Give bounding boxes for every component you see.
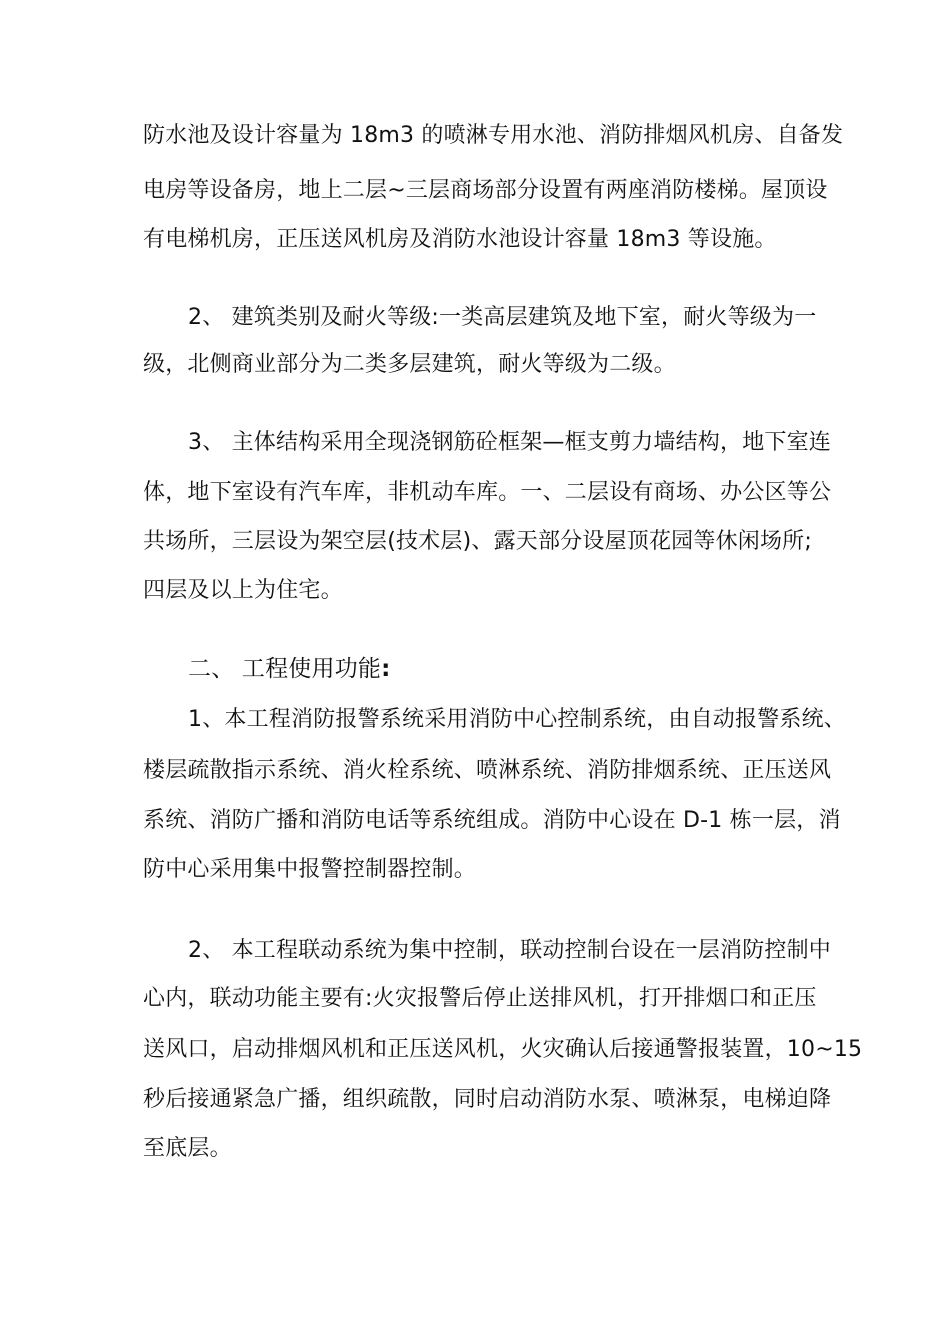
section-heading-colon: : bbox=[381, 656, 391, 682]
paragraph-5-line-1: 2、 本工程联动系统为集中控制，联动控制台设在一层消防控制中 bbox=[188, 938, 831, 963]
paragraph-4-line-4: 防中心采用集中报警控制器控制。 bbox=[143, 857, 477, 882]
paragraph-5-line-3: 送风口，启动排烟风机和正压送风机，火灾确认后接通警报装置，10~15 bbox=[143, 1037, 863, 1062]
paragraph-3-line-3: 共场所，三层设为架空层(技术层)、露天部分设屋顶花园等休闲场所; bbox=[143, 529, 812, 554]
paragraph-4-line-1: 1、本工程消防报警系统采用消防中心控制系统，由自动报警系统、 bbox=[188, 707, 846, 732]
paragraph-2-line-2: 级，北侧商业部分为二类多层建筑，耐火等级为二级。 bbox=[143, 352, 676, 377]
paragraph-5-line-4: 秒后接通紧急广播，组织疏散，同时启动消防水泵、喷淋泵，电梯迫降 bbox=[143, 1087, 832, 1112]
paragraph-3-line-2: 体，地下室设有汽车库，非机动车库。一、二层设有商场、办公区等公 bbox=[143, 480, 832, 505]
paragraph-4-line-2: 楼层疏散指示系统、消火栓系统、喷淋系统、消防排烟系统、正压送风 bbox=[143, 758, 832, 783]
section-heading-text: 二、 工程使用功能 bbox=[188, 656, 382, 682]
paragraph-1-line-1: 防水池及设计容量为 18m3 的喷淋专用水池、消防排烟风机房、自备发 bbox=[143, 123, 844, 148]
paragraph-1-line-3: 有电梯机房，正压送风机房及消防水池设计容量 18m3 等设施。 bbox=[143, 227, 777, 252]
paragraph-5-line-2: 心内，联动功能主要有:火灾报警后停止送排风机，打开排烟口和正压 bbox=[143, 986, 817, 1011]
section-heading bbox=[188, 654, 813, 684]
paragraph-4-line-3: 系统、消防广播和消防电话等系统组成。消防中心设在 D-1 栋一层，消 bbox=[143, 808, 841, 833]
paragraph-3-line-1: 3、 主体结构采用全现浇钢筋砼框架—框支剪力墙结构，地下室连 bbox=[188, 430, 831, 455]
paragraph-1-line-2: 电房等设备房，地上二层~三层商场部分设置有两座消防楼梯。屋顶设 bbox=[143, 178, 828, 203]
paragraph-2-line-1: 2、 建筑类别及耐火等级:一类高层建筑及地下室，耐火等级为一 bbox=[188, 305, 817, 330]
paragraph-5-line-5: 至底层。 bbox=[143, 1136, 232, 1161]
paragraph-3-line-4: 四层及以上为住宅。 bbox=[143, 578, 343, 603]
